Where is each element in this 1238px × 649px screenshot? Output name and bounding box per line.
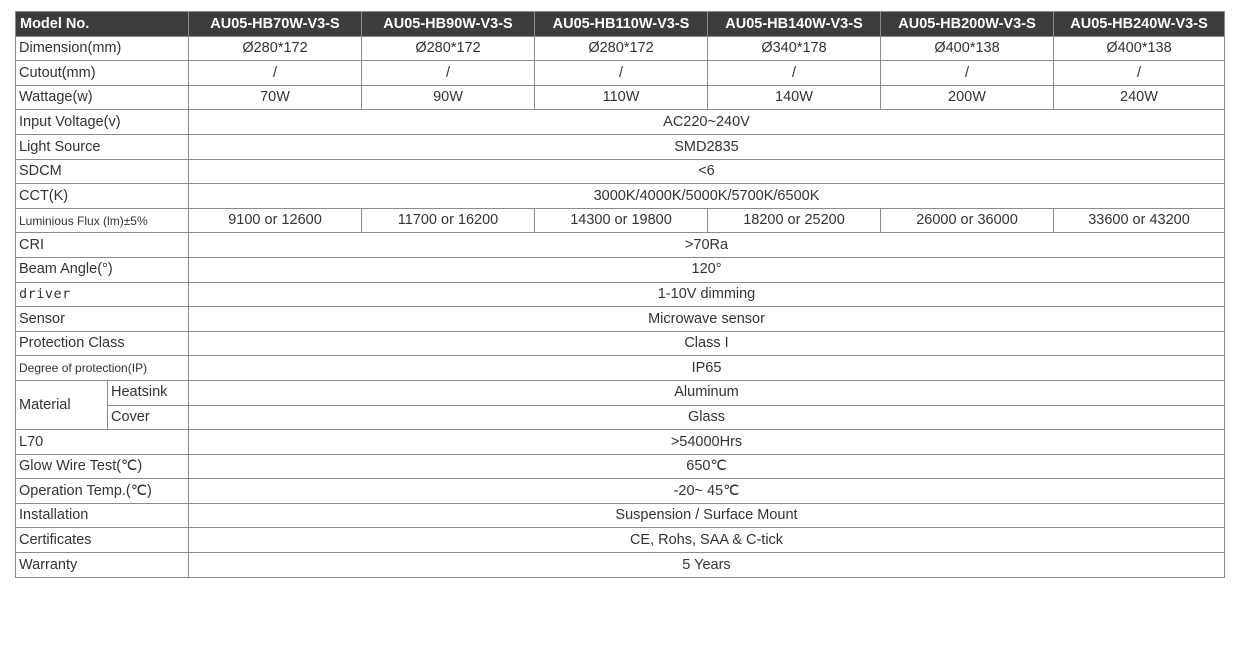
row-glow-wire xyxy=(16,454,1225,479)
row-label-dimension: Dimension(mm) xyxy=(16,36,189,61)
row-driver xyxy=(16,282,1225,307)
cell-luminous-flux: 9100 or 12600 xyxy=(189,208,362,233)
cell-input-voltage: AC220~240V xyxy=(189,110,1225,135)
cell-luminous-flux: 26000 or 36000 xyxy=(881,208,1054,233)
cell-cutout: / xyxy=(189,61,362,86)
cell-warranty: 5 Years xyxy=(189,553,1225,578)
row-label-ip: Degree of protection(IP) xyxy=(16,356,189,381)
row-label-light-source: Light Source xyxy=(16,134,189,159)
cell-cutout: / xyxy=(881,61,1054,86)
cell-l70: >54000Hrs xyxy=(189,430,1225,455)
row-label-beam-angle: Beam Angle(°) xyxy=(16,257,189,282)
row-label-material: Material xyxy=(16,380,108,429)
cell-cutout: / xyxy=(1054,61,1225,86)
row-label-cover: Cover xyxy=(108,405,189,430)
cell-luminous-flux: 11700 or 16200 xyxy=(362,208,535,233)
row-label-wattage: Wattage(w) xyxy=(16,85,189,110)
model-header-70w: AU05-HB70W-V3-S xyxy=(189,12,362,37)
cell-wattage: 200W xyxy=(881,85,1054,110)
cell-driver: 1-10V dimming xyxy=(189,282,1225,307)
row-ip xyxy=(16,356,1225,381)
cell-dimension: Ø280*172 xyxy=(189,36,362,61)
row-cutout xyxy=(16,61,1225,86)
row-label-certificates: Certificates xyxy=(16,528,189,553)
cell-wattage: 90W xyxy=(362,85,535,110)
cell-wattage: 110W xyxy=(535,85,708,110)
row-material-cover xyxy=(16,405,1225,430)
cell-glow-wire: 650℃ xyxy=(189,454,1225,479)
row-label-luminous-flux: Luminious Flux (lm)±5% xyxy=(16,208,189,233)
model-header-200w: AU05-HB200W-V3-S xyxy=(881,12,1054,37)
spec-table xyxy=(15,11,1225,578)
cell-luminous-flux: 33600 or 43200 xyxy=(1054,208,1225,233)
row-label-heatsink: Heatsink xyxy=(108,380,189,405)
row-beam-angle xyxy=(16,257,1225,282)
row-label-glow-wire: Glow Wire Test(℃) xyxy=(16,454,189,479)
cell-dimension: Ø280*172 xyxy=(362,36,535,61)
model-header-140w: AU05-HB140W-V3-S xyxy=(708,12,881,37)
row-label-driver: driver xyxy=(16,282,189,307)
row-cct xyxy=(16,184,1225,209)
row-sensor xyxy=(16,307,1225,332)
cell-ip: IP65 xyxy=(189,356,1225,381)
cell-cutout: / xyxy=(362,61,535,86)
model-header-90w: AU05-HB90W-V3-S xyxy=(362,12,535,37)
row-warranty xyxy=(16,553,1225,578)
row-label-cri: CRI xyxy=(16,233,189,258)
cell-cct: 3000K/4000K/5000K/5700K/6500K xyxy=(189,184,1225,209)
row-label-sensor: Sensor xyxy=(16,307,189,332)
model-no-header: Model No. xyxy=(16,12,189,37)
cell-heatsink: Aluminum xyxy=(189,380,1225,405)
cell-sensor: Microwave sensor xyxy=(189,307,1225,332)
row-l70 xyxy=(16,430,1225,455)
cell-sdcm: <6 xyxy=(189,159,1225,184)
cell-cover: Glass xyxy=(189,405,1225,430)
cell-cutout: / xyxy=(708,61,881,86)
cell-luminous-flux: 18200 or 25200 xyxy=(708,208,881,233)
cell-cutout: / xyxy=(535,61,708,86)
row-label-operation-temp: Operation Temp.(℃) xyxy=(16,479,189,504)
row-dimension xyxy=(16,36,1225,61)
row-material-heatsink xyxy=(16,380,1225,405)
row-protection-class xyxy=(16,331,1225,356)
row-luminous-flux xyxy=(16,208,1225,233)
row-label-sdcm: SDCM xyxy=(16,159,189,184)
model-header-240w: AU05-HB240W-V3-S xyxy=(1054,12,1225,37)
cell-wattage: 240W xyxy=(1054,85,1225,110)
cell-certificates: CE, Rohs, SAA & C-tick xyxy=(189,528,1225,553)
row-installation xyxy=(16,503,1225,528)
row-sdcm xyxy=(16,159,1225,184)
cell-light-source: SMD2835 xyxy=(189,134,1225,159)
cell-installation: Suspension / Surface Mount xyxy=(189,503,1225,528)
cell-dimension: Ø400*138 xyxy=(881,36,1054,61)
row-label-installation: Installation xyxy=(16,503,189,528)
cell-dimension: Ø400*138 xyxy=(1054,36,1225,61)
cell-dimension: Ø340*178 xyxy=(708,36,881,61)
row-certificates xyxy=(16,528,1225,553)
row-label-protection-class: Protection Class xyxy=(16,331,189,356)
cell-wattage: 70W xyxy=(189,85,362,110)
row-input-voltage xyxy=(16,110,1225,135)
header-row xyxy=(16,12,1225,37)
cell-wattage: 140W xyxy=(708,85,881,110)
row-label-input-voltage: Input Voltage(v) xyxy=(16,110,189,135)
model-header-110w: AU05-HB110W-V3-S xyxy=(535,12,708,37)
row-operation-temp xyxy=(16,479,1225,504)
cell-cri: >70Ra xyxy=(189,233,1225,258)
row-label-cutout: Cutout(mm) xyxy=(16,61,189,86)
row-label-cct: CCT(K) xyxy=(16,184,189,209)
row-label-warranty: Warranty xyxy=(16,553,189,578)
row-light-source xyxy=(16,134,1225,159)
cell-beam-angle: 120° xyxy=(189,257,1225,282)
row-wattage xyxy=(16,85,1225,110)
row-cri xyxy=(16,233,1225,258)
cell-operation-temp: -20~ 45℃ xyxy=(189,479,1225,504)
row-label-l70: L70 xyxy=(16,430,189,455)
cell-protection-class: Class I xyxy=(189,331,1225,356)
cell-luminous-flux: 14300 or 19800 xyxy=(535,208,708,233)
cell-dimension: Ø280*172 xyxy=(535,36,708,61)
